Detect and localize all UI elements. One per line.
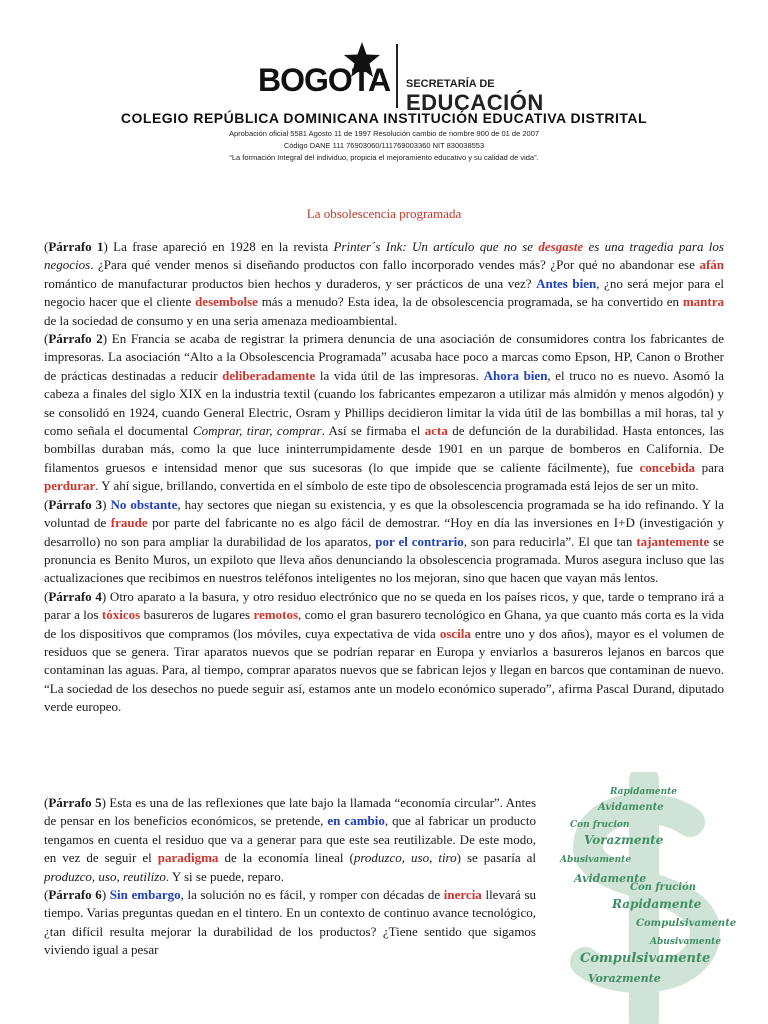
connector-word: en cambio xyxy=(327,813,385,829)
wordcloud-word: Rapidamente xyxy=(610,787,678,797)
connector-word: Antes bien xyxy=(536,275,597,291)
wordcloud-word: Abusivamente xyxy=(560,855,632,865)
text-run: . Así se firmaba el xyxy=(321,423,425,439)
school-name: COLEGIO REPÚBLICA DOMINICANA INSTITUCIÓN EDUCATIVA DISTRITAL xyxy=(120,110,648,126)
text-run: basureros de lugares xyxy=(140,607,254,623)
wordcloud-word: Vorazmente xyxy=(588,972,661,985)
text-run: , que al fabricar un producto tengamos en cuenta el residuo que va a generar para que este sea reutilizable. De este modo, en vez de seguir el xyxy=(44,813,536,866)
wordcloud-word: Rapidamente xyxy=(612,897,702,911)
vocab-word: deliberadamente xyxy=(222,367,316,383)
text-run: llevará su tiempo. Varias preguntas quedan en el tintero. En un contexto de continuo avance tecnológico, ¿tan difícil resulta mejorar la durabilidad de los productos? ¿Tiene sentido que sigamos viviendo igual a pesar xyxy=(44,887,537,958)
vocab-word: acta xyxy=(424,423,448,439)
article-body xyxy=(44,238,724,717)
paragraph-2: (Párrafo 2) En Francia se acaba de registrar la primera denuncia de una asociación de consumidores contra los fabricantes de impresoras. La asociación “Alto a la Obsolescencia Programada” acusaba hace poco a marcas como Epson, HP, Canon o Brother de prácticas destinadas a reducir deliberadamente la vida útil de las impresoras. Ahora bien, el truco no es nuevo. Asomó la cabeza a finales del siglo XIX en la industria textil (cuando los fabricantes empezaron a utilizar más almidón y menos algodón) y se consolidó en 1924, cuando General Electric, Osram y Phillips decidieron limitar la vida útil de las bombillas a mil horas, tal y como señala el documental Comprar, tirar, comprar. Así se firmaba el acta de defunción de la durabilidad. Hasta entonces, las bombillas duraban más, como la que luce ininterrumpidamente desde 1901 en un parque de bomberos en California. De filamentos gruesos e intensidad menor que sus sucesoras (lo que impide que se caliente fácilmente), fue concebida para perdurar. Y ahí sigue, brillando, convertida en el símbolo de este tipo de obsolescencia programada está lejos de ser un mito. xyxy=(44,331,725,494)
document-title: La obsolescencia programada xyxy=(306,206,462,221)
wordcloud-word: Con frucion xyxy=(570,820,630,830)
paragraph-label: Párrafo 1 xyxy=(48,239,104,254)
italic-run: Comprar, tirar, comprar xyxy=(192,423,322,439)
vocab-word: concebida xyxy=(639,459,696,475)
italic-run: produzco, uso, reutilizo xyxy=(44,868,166,884)
wordcloud-word: Avidamente xyxy=(574,872,647,885)
connector-word: No obstante xyxy=(110,496,178,512)
text-run: , como el gran basurero tecnológico en Ghana, ya que cuanto más corta es la vida de los dispositivos que compramos (los móviles, cuya expectativa de vida xyxy=(44,607,724,641)
paragraph-label: Párrafo 6 xyxy=(48,887,102,903)
vocab-word: inercia xyxy=(443,887,482,903)
text-run: más a menudo? Esta idea, la de obsolescencia programada, se ha convertido en xyxy=(257,294,683,310)
bogota-logo xyxy=(258,40,544,115)
paragraph-4: (Párrafo 4) Otro aparato a la basura, y otro residuo electrónico que no se queda en los países ricos, y que, tarde o temprano irá a parar a los tóxicos basureros de lugares remotos, como el gran basurero tecnológico en Ghana, ya que cuanto más corta es la vida de los dispositivos que compramos (los móviles, cuya expectativa de vida oscila entre uno y dos años), mayor es el volumen de residuos que se genera. Tirar aparatos nuevos que se podrían reparar en Europa y enviarlos a basureros lejanos en barcos que contaminan las aguas. Para, al tiempo, comprar aparatos nuevos que se fabrican lejos y llegan en barcos que contaminan de nuevo. “La sociedad de los desechos no puede seguir así, estamos ante un modelo económico superado”, afirma Pascal Durand, diputado verde europeo. xyxy=(44,588,725,715)
paragraph-label: Párrafo 5 xyxy=(48,795,102,810)
logo-educacion-text: EDUCACIÓN xyxy=(406,90,544,115)
wordcloud-word: Con frución xyxy=(630,882,697,893)
vocab-word: paradigma xyxy=(157,850,219,866)
italic-run: produzco, uso, tiro xyxy=(353,850,457,866)
text-run: Esta es una de las reflexiones que late bajo la llamada “economía circular”. Antes de pensar en los beneficios económicos, se pretende, xyxy=(44,795,537,829)
text-run: se pronuncia es Benito Muros, un expiloto que lleva años denunciando la obsolescencia programada. Muros asegura incluso que las actualizaciones que recibimos en nuestros teléfonos inteligentes no los mejoran, sino que hacen que vayan más lentos. xyxy=(44,533,724,586)
text-run: . Y ahí sigue, brillando, convertida en el símbolo de este tipo de obsolescencia programada está lejos de ser un mito. xyxy=(95,478,699,494)
text-run: Otro aparato a la basura, y otro residuo electrónico que no se queda en los países ricos, y que, tarde o temprano irá a parar a los xyxy=(44,588,725,623)
text-run: ) se pasaría al xyxy=(456,850,537,866)
wordcloud-word: Avidamente xyxy=(598,802,664,813)
vocab-word: tajantemente xyxy=(636,533,710,549)
vocab-word: perdurar xyxy=(44,478,96,494)
text-run: , el truco no es nuevo. Asomó la cabeza a finales del siglo XIX en la industria textil (cuando los fabricantes empezaron a utilizar más almidón y menos algodón) y se consolidó en 1924, cuando General Electric, Osram y Phillips decidieron limitar la vida útil de las bombillas a mil horas, tal y como señala el documental xyxy=(44,367,724,439)
text-run: entre uno y dos años), mayor es el volumen de residuos que se genera. Tirar aparatos nuevos que se podrían reparar en Europa y enviarlos a basureros lejanos en barcos que contaminan las aguas. Para, al tiempo, comprar aparatos nuevos que se fabrican lejos y llegan en barcos que contaminan de nuevo. “La sociedad de los desechos no puede seguir así, estamos ante un modelo económico superado”, afirma Pascal Durand, diputado verde europeo. xyxy=(44,625,724,715)
logo-divider xyxy=(396,44,398,108)
wordcloud-word: Vorazmente xyxy=(584,833,664,847)
approval-line: Aprobación oficial 5581 Agosto 11 de 1997 Resolución cambio de nombre 900 de 01 de 2007 xyxy=(228,129,540,138)
vocab-word: remotos xyxy=(253,607,299,623)
paragraph-6: (Párrafo 6) Sin embargo, la solución no es fácil, y romper con décadas de inercia llevará su tiempo. Varias preguntas quedan en el tintero. En un contexto de continuo avance tecnológico, ¿tan difícil resulta mejorar la durabilidad de los productos? ¿Tiene sentido que sigamos viviendo igual a pesar xyxy=(44,887,537,958)
text-run: de defunción de la durabilidad. Hasta entonces, las bombillas duraban más, como la que luce ininterrumpidamente desde 1901 en un parque de bomberos en California. De filamentos gruesos e intensidad menor que sus sucesoras (lo que impide que se caliente fácilmente), fue xyxy=(44,423,724,475)
paragraph-label: Párrafo 4 xyxy=(48,588,102,604)
text-run: , son para reducirla”. El que tan xyxy=(463,533,637,549)
text-run: por parte del fabricante no es algo fácil de demostrar. “Hoy en día las inversiones en I+D (investigación y desarrollo) no son para ampliar la durabilidad de los aparatos, xyxy=(44,515,725,549)
wordcloud-word: Abusivamente xyxy=(650,937,722,947)
vocab-word: tóxicos xyxy=(101,607,141,623)
text-run: . Y si se puede, reparo. xyxy=(165,868,284,884)
text-run: romántico de manufacturar productos bien hechos y duraderos, y ser prácticos de una vez? xyxy=(44,275,537,291)
paragraph-1: (Párrafo 1) La frase apareció en 1928 en la revista Printer´s Ink: Un artículo que no se desgaste es una tragedia para los negocios. ¿Para qué vender menos si diseñando productos con fallo incorporado vendes más? ¿Por qué no abandonar ese afán romántico de manufacturar productos bien hechos y duraderos, y ser prácticos de una vez? Antes bien, ¿no será mejor para el negocio hacer que el cliente desembolse más a menudo? Esta idea, la de obsolescencia programada, se ha convertido en mantra de la sociedad de consumo y en una seria amenaza medioambiental. xyxy=(44,239,724,328)
vocab-word: mantra xyxy=(682,294,724,310)
vocab-word: afán xyxy=(699,257,724,273)
connector-word: Ahora bien xyxy=(483,367,548,383)
text-run: de la economía lineal ( xyxy=(218,850,354,866)
text-run: En Francia se acaba de registrar la primera denuncia de una asociación de consumidores contra los fabricantes de impresoras. La asociación “Alto a la Obsolescencia Programada” acusaba hace poco a marcas como Epson, HP, Canon o Brother de prácticas destinadas a reducir xyxy=(44,331,725,383)
text-run: para xyxy=(695,459,724,475)
vocab-word: oscila xyxy=(439,625,471,641)
paragraph-label: Párrafo 3 xyxy=(48,496,103,512)
text-run: , hay sectores que niegan su existencia, y es que la obsolescencia programada se ha ido refinando. Y la voluntad de xyxy=(44,496,724,531)
logo-city-text: BOGOTA xyxy=(258,62,391,98)
wordcloud-word: Compulsivamente xyxy=(636,918,737,929)
text-run: de la sociedad de consumo y en una seria amenaza medioambiental. xyxy=(44,312,398,328)
paragraph-label: Párrafo 2 xyxy=(48,331,103,347)
text-run: la vida útil de las impresoras. xyxy=(315,367,484,383)
connector-word: Sin embargo xyxy=(109,887,181,903)
vocab-word: fraude xyxy=(110,515,148,531)
italic-run: Printer´s Ink: Un artículo que no se xyxy=(333,239,539,254)
text-run: , ¿no será mejor para el negocio hacer que el cliente xyxy=(44,275,724,310)
logo-secretaria-text: SECRETARÍA DE xyxy=(406,78,495,90)
italic-run: es una tragedia para los negocios xyxy=(44,239,724,273)
text-run: . ¿Para qué vender menos si diseñando productos con fallo incorporado vendes más? ¿Por qué no abandonar ese xyxy=(90,257,700,273)
wordcloud-word: Compulsivamente xyxy=(580,951,711,966)
text-run: La frase apareció en 1928 en la revista xyxy=(107,239,334,254)
paragraph-5: (Párrafo 5) Esta es una de las reflexiones que late bajo la llamada “economía circular”. Antes de pensar en los beneficios económicos, se pretende, en cambio, que al fabricar un producto tengamos en cuenta el residuo que va a generar para que este sea reutilizable. De este modo, en vez de seguir el paradigma de la economía lineal (produzco, uso, tiro) se pasaría al produzco, uso, reutilizo. Y si se puede, reparo. xyxy=(44,795,537,884)
motto-line: “La formación Integral del individuo, propicia el mejoramiento educativo y su calidad de vida”. xyxy=(229,153,539,162)
connector-word: por el contrario xyxy=(375,533,464,549)
dollar-wordcloud-image xyxy=(540,772,754,1024)
text-run: , la solución no es fácil, y romper con décadas de xyxy=(180,887,444,903)
article-body-narrow xyxy=(44,794,536,960)
vocab-word: desembolse xyxy=(195,294,258,310)
vocab-word: desgaste xyxy=(538,239,584,254)
paragraph-3: (Párrafo 3) No obstante, hay sectores que niegan su existencia, y es que la obsolescencia programada se ha ido refinando. Y la voluntad de fraude por parte del fabricante no es algo fácil de demostrar. “Hoy en día las inversiones en I+D (investigación y desarrollo) no son para ampliar la durabilidad de los aparatos, por el contrario, son para reducirla”. El que tan tajantemente se pronuncia es Benito Muros, un expiloto que lleva años denunciando la obsolescencia programada. Muros asegura incluso que las actualizaciones que recibimos en nuestros teléfonos inteligentes no los mejoran, sino que hacen que vayan más lentos. xyxy=(44,496,725,586)
dane-code-line: Código DANE 111 76903060/111769003360 NIT 830038553 xyxy=(283,141,485,150)
